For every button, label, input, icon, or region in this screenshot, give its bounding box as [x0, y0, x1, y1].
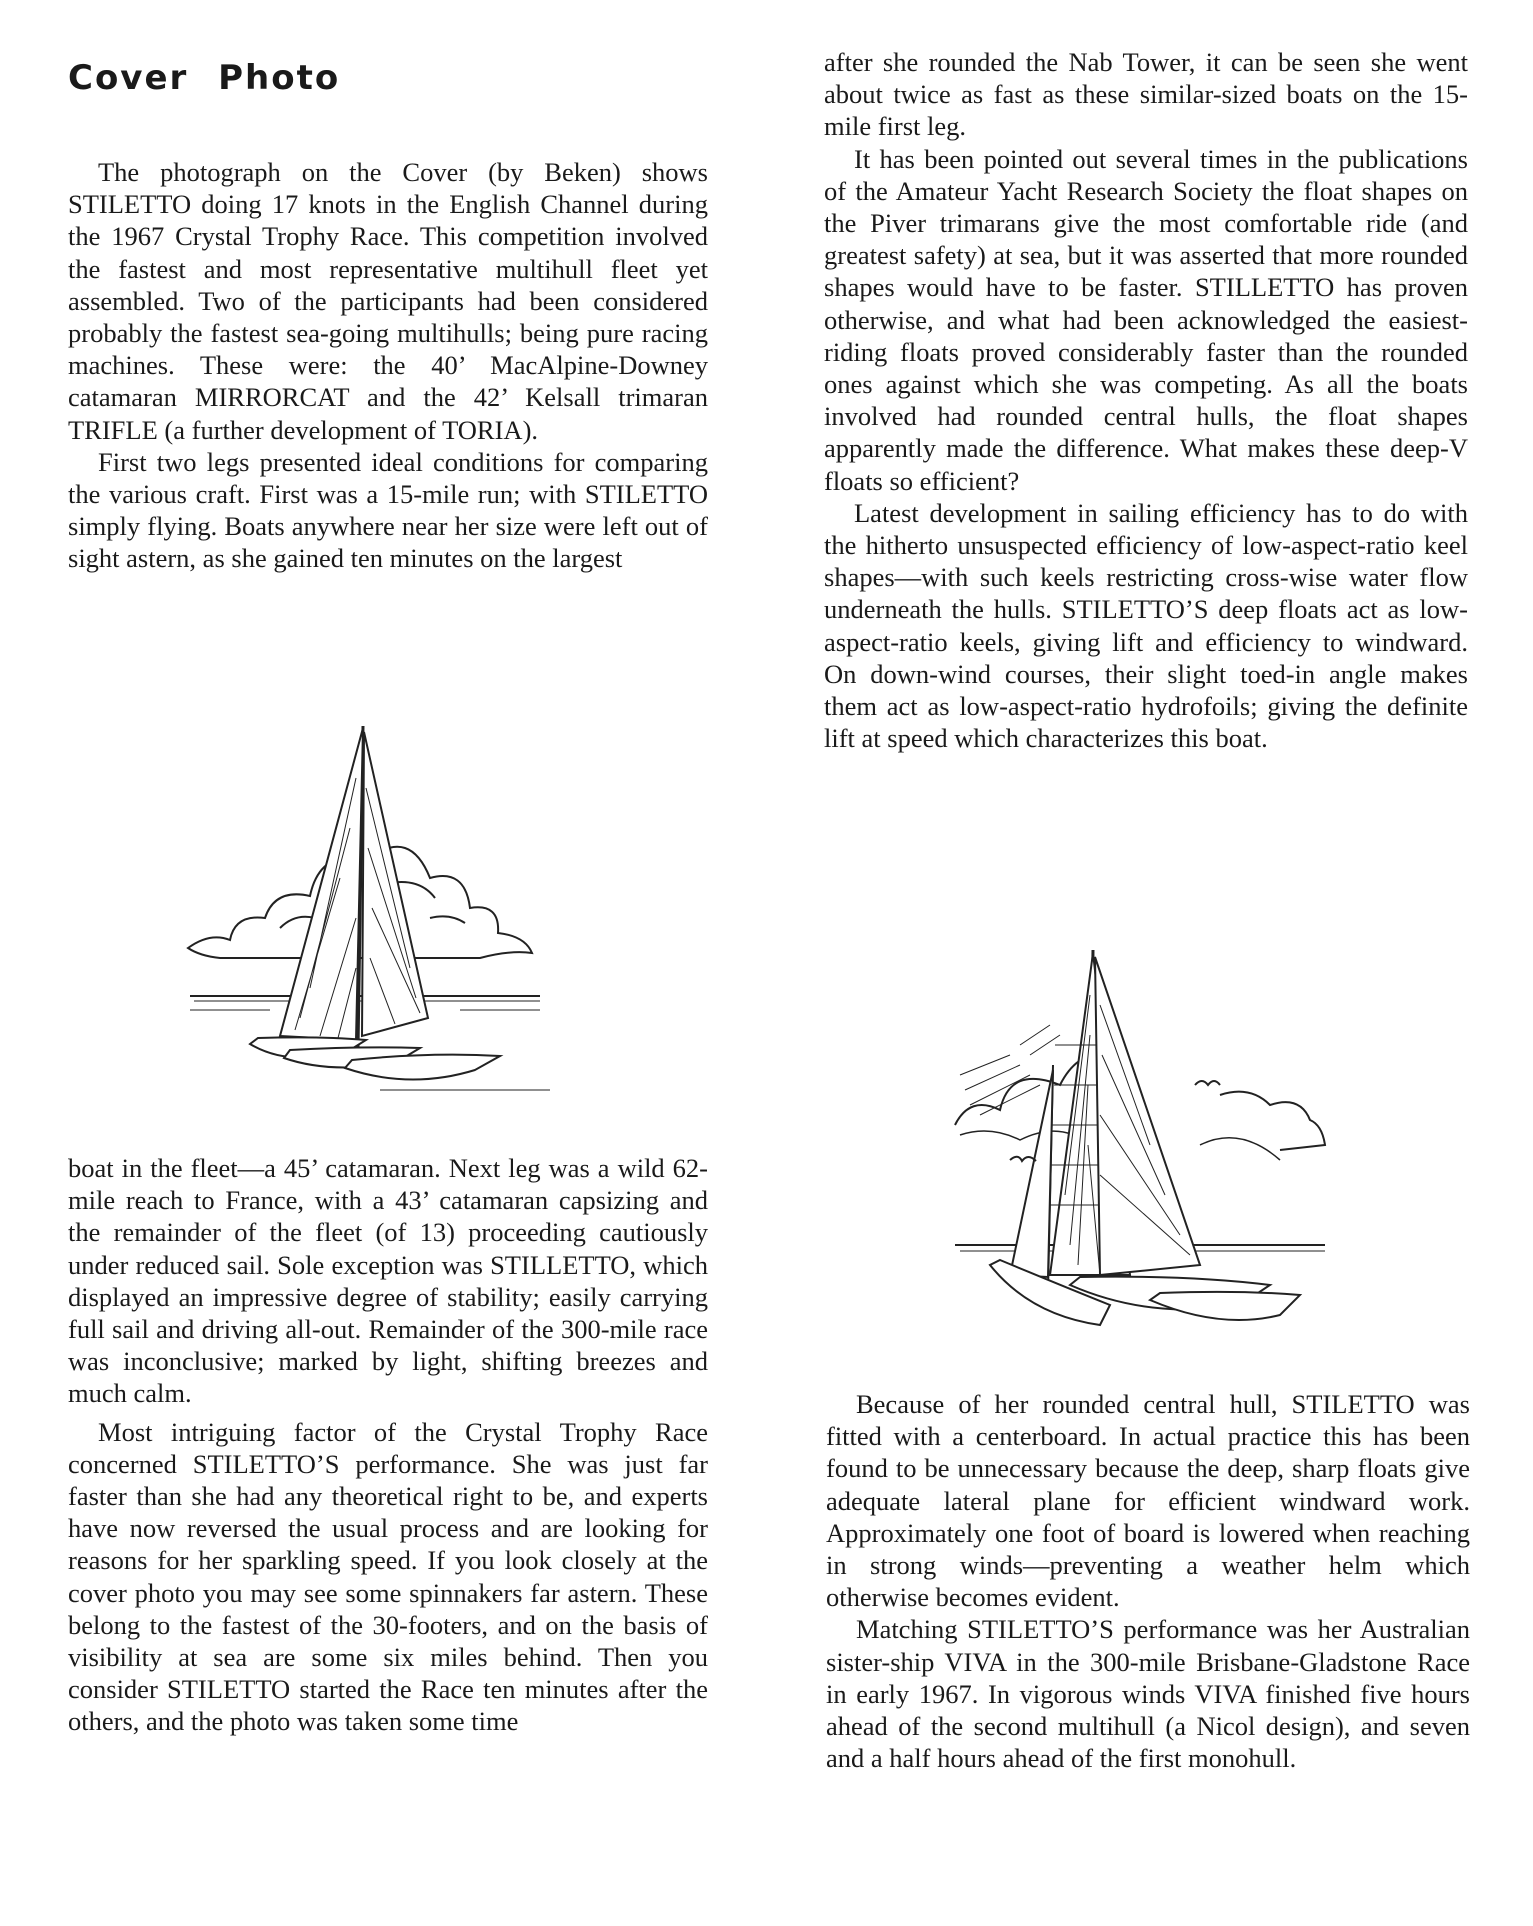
article-paragraph: boat in the fleet—a 45’ catamaran. Next leg was a wild 62-mile reach to France, with a 43’ catamaran capsizing and the remainder of the fleet (of 13) proceeding cautiously under reduced sail. Sole exception was STILLETTO, which displayed an impressive degree of stability; easily carrying full sail and driving all-out. Remainder of the 300-mile race was inconclusive; marked by light, shifting breezes and much calm. [68, 1153, 708, 1409]
article-paragraph: First two legs presented ideal conditions for comparing the various craft. First was a 15-mile run; with STILETTO simply flying. Boats anywhere near her size were left out of sight astern, as she gained ten minutes on the largest [68, 446, 708, 574]
article-paragraph: Most intriguing factor of the Crystal Trophy Race concerned STILETTO’S performance. She was just far faster than she had any theoretical right to be, and experts have now reversed the usual process and are looking for reasons for her sparkling speed. If you look closely at the cover photo you may see some spinnakers far astern. These belong to the fastest of the 30-footers, and on the basis of visibility at sea are some six miles behind. Then you consider STILETTO started the Race ten minutes after the others, and the photo was taken some time [68, 1416, 708, 1737]
left-column [68, 58, 708, 575]
right-column [824, 46, 1468, 754]
left-column-lower [68, 1152, 708, 1738]
right-column-lower [826, 1388, 1470, 1774]
article-paragraph: Because of her rounded central hull, STILETTO was fitted with a centerboard. In actual practice this has been found to be unnecessary because the deep, sharp floats give adequate lateral plane for efficient windward work. Approximately one foot of board is lowered when reaching in strong winds—preventing a weather helm which otherwise becomes evident. [826, 1389, 1470, 1613]
article-paragraph: It has been pointed out several times in the publications of the Amateur Yacht Research Society the float shapes on the Piver trimarans give the most comfortable ride (and greatest safety) at sea, but it was asserted that more rounded shapes would have to be faster. STILLETTO has proven otherwise, and what had been acknowledged the easiest-riding floats proved considerably faster than the rounded ones against which she was competing. As all the boats involved had rounded central hulls, the float shapes apparently made the difference. What makes these deep-V floats so efficient? [824, 143, 1468, 496]
article-paragraph: Latest development in sailing efficiency has to do with the hitherto unsuspected efficiency of low-aspect-ratio keel shapes—with such keels restricting cross-wise water flow underneath the hulls. STILETTO’S deep floats act as low-aspect-ratio keels, giving lift and efficiency to windward. On down-wind courses, their slight toed-in angle makes them act as low-aspect-ratio hydrofoils; giving the definite lift at speed which characterizes this boat. [824, 497, 1468, 754]
trimaran-sketch-icon [950, 945, 1330, 1330]
article-paragraph: Matching STILETTO’S performance was her Australian sister-ship VIVA in the 300-mile Brisbane-Gladstone Race in early 1967. In vigorous winds VIVA finished five hours ahead of the second multihull (a Nicol design), and seven and a half hours ahead of the first monohull. [826, 1614, 1470, 1774]
catamaran-sketch-icon [180, 718, 550, 1093]
article-paragraph: after she rounded the Nab Tower, it can be seen she went about twice as fast as these similar-sized boats on the 15-mile first leg. [824, 47, 1468, 142]
article-paragraph: The photograph on the Cover (by Beken) shows STILETTO doing 17 knots in the English Channel during the 1967 Crystal Trophy Race. This competition involved the fastest and most representative multihull fleet yet assembled. Two of the participants had been considered probably the fastest sea-going multihulls; being pure racing machines. These were: the 40’ MacAlpine-Downey catamaran MIRRORCAT and the 42’ Kelsall trimaran TRIFLE (a further development of TORIA). [68, 157, 708, 445]
page-title: Cover Photo [68, 58, 341, 98]
